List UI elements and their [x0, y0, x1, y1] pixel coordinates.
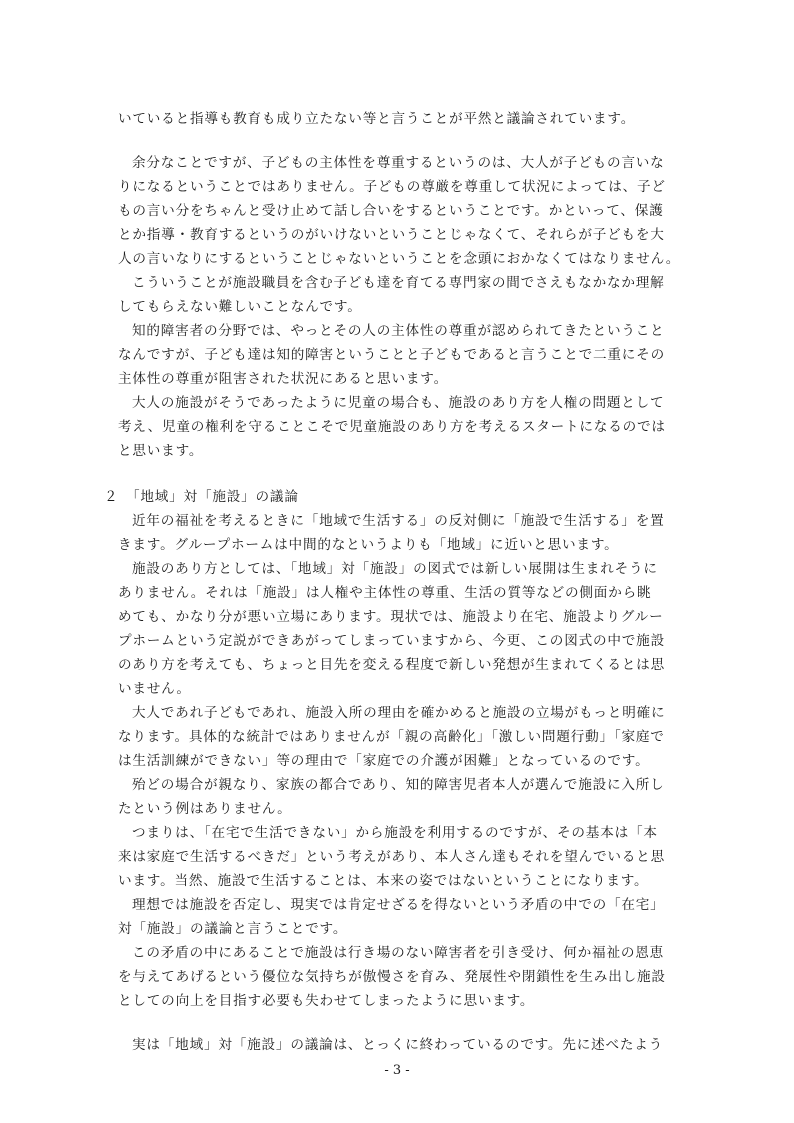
text-line: を与えてあげるという優位な気持ちが傲慢さを育み、発展性や閉鎖性を生み出し施設: [118, 969, 666, 985]
text-line: 来は家庭で生活するべきだ」という考えがあり、本人さん達もそれを望んでいると思: [118, 849, 665, 865]
text-line: 殆どの場合が親なり、家族の都合であり、知的障害児者本人が選んで施設に入所し: [132, 777, 665, 793]
text-line: めても、かなり分が悪い立場にあります。現状では、施設より在宅、施設よりグルー: [118, 609, 664, 625]
text-line: 余分なことですが、子どもの主体性を尊重するというのは、大人が子どもの言いな: [132, 155, 665, 171]
page-number: - 3 -: [384, 1063, 410, 1078]
text-line: とか指導・教育するというのがいけないということじゃなくて、それらが子どもを大: [118, 227, 665, 243]
text-line: きます。グループホームは中間的なというよりも「地域」に近いと思います。: [118, 537, 619, 553]
text-line: ありません。それは「施設」は人権や主体性の尊重、生活の質等などの側面から眺: [118, 585, 652, 601]
text-line: と思います。: [118, 443, 204, 459]
text-line: してもらえない難しいことなんです。: [118, 299, 362, 315]
text-line: 人の言いなりにするということじゃないということを念頭におかなくてはなりません。: [118, 251, 681, 267]
section-heading: ２ 「地域」対「施設」の議論: [104, 489, 299, 505]
text-line: こういうことが施設職員を含む子ども達を育てる専門家の間でさえもなかなか理解: [132, 275, 665, 291]
text-line: 知的障害者の分野では、やっとその人の主体性の尊重が認められてきたということ: [132, 323, 665, 339]
text-line: としての向上を目指す必要も失わせてしまったように思います。: [118, 993, 535, 1009]
text-line: は生活訓練ができない」等の理由で「家庭での介護が困難」となっているのです。: [118, 753, 650, 769]
text-line: 施設のあり方としては、「地域」対「施設」の図式では新しい展開は生まれそうに: [132, 561, 658, 577]
text-line: います。当然、施設で生活することは、本来の姿ではないということになります。: [118, 873, 649, 889]
text-line: 対「施設」の議論と言うことです。: [118, 921, 348, 937]
text-line: 理想では施設を否定し、現実では肯定せざるを得ないという矛盾の中での「在宅」: [132, 897, 665, 913]
text-line: たという例はありません。: [118, 801, 292, 817]
text-line: つまりは、「在宅で生活できない」から施設を利用するのですが、その基本は「本: [132, 825, 658, 841]
text-line: のあり方を考えても、ちょっと目先を変える程度で新しい発想が生まれてくるとは思: [118, 657, 665, 673]
text-line: 大人であれ子どもであれ、施設入所の理由を確かめると施設の立場がもっと明確に: [132, 705, 666, 721]
text-line: この矛盾の中にあることで施設は行き場のない障害者を引き受け、何か福祉の恩恵: [132, 945, 665, 961]
text-line: プホームという定説ができあがってしまっていますから、今更、この図式の中で施設: [118, 633, 665, 649]
text-line: 実は「地域」対「施設」の議論は、とっくに終わっているのです。先に述べたよう: [132, 1037, 664, 1053]
text-line: 主体性の尊重が阻害された状況にあると思います。: [118, 371, 448, 387]
text-line: なります。具体的な統計ではありませんが「親の高齢化」「激しい問題行動」「家庭で: [118, 729, 665, 745]
text-line: いていると指導も教育も成り立たない等と言うことが平然と議論されています。: [118, 111, 636, 127]
text-line: りになるということではありません。子どもの尊厳を尊重して状況によっては、子ど: [118, 179, 666, 195]
text-line: 大人の施設がそうであったように児童の場合も、施設のあり方を人権の問題として: [132, 395, 665, 411]
text-line: 近年の福祉を考えるときに「地域で生活する」の反対側に「施設で生活する」を置: [132, 513, 665, 529]
text-line: いません。: [118, 681, 191, 697]
text-line: 考え、児童の権利を守ることこそで児童施設のあり方を考えるスタートになるのでは: [118, 419, 666, 435]
text-line: もの言い分をちゃんと受け止めて話し合いをするということです。かといって、保護: [118, 203, 664, 219]
text-line: なんですが、子ども達は知的障害ということと子どもであると言うことで二重にその: [118, 347, 665, 363]
